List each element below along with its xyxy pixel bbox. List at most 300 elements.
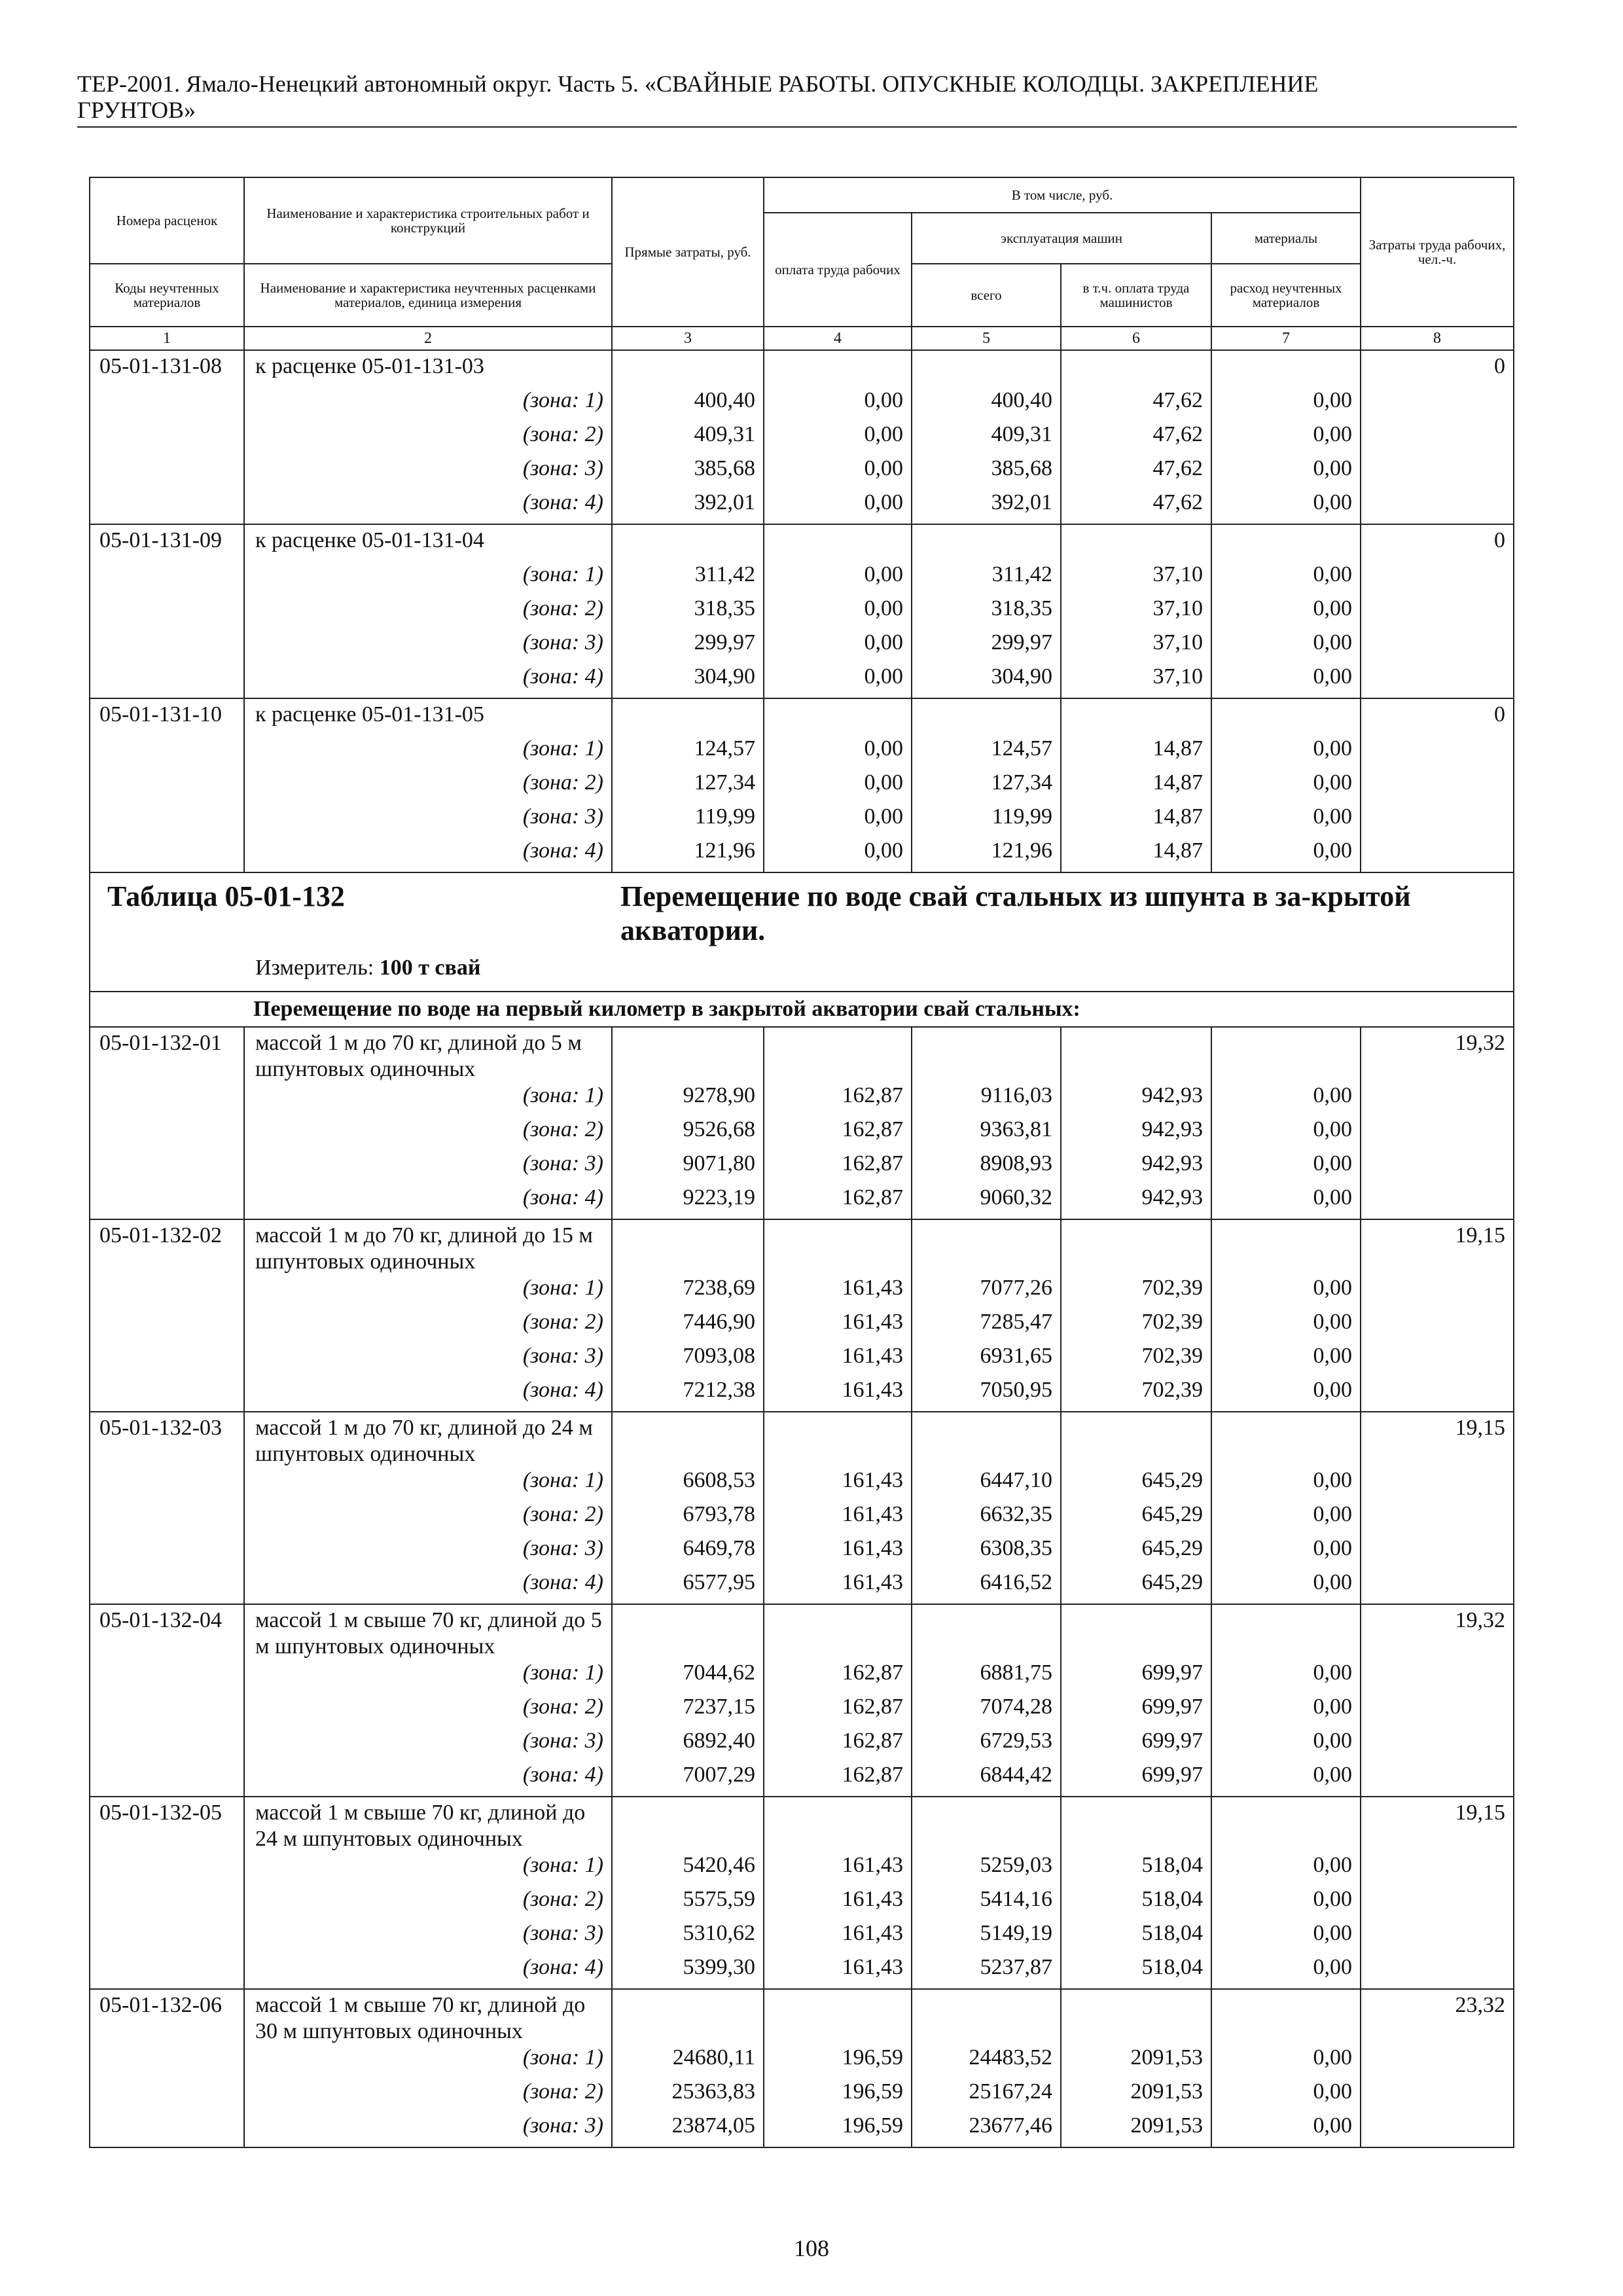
empty-cell (90, 838, 244, 872)
zone-row (90, 2045, 1514, 2079)
empty-cell (912, 350, 1061, 387)
direct-cost-value: 409,31 (612, 422, 764, 456)
operator-pay-value: 47,62 (1061, 456, 1211, 490)
empty-cell (90, 596, 244, 630)
rate-code: 05-01-132-01 (90, 1027, 244, 1083)
zone-row (90, 1185, 1514, 1219)
rate-description: массой 1 м до 70 кг, длиной до 24 м шпунтовых одиночных (244, 1412, 612, 1467)
empty-cell (90, 1275, 244, 1309)
measurement-unit-value: 100 т свай (379, 956, 481, 980)
worker-pay-value: 161,43 (764, 1467, 912, 1501)
operator-pay-value: 518,04 (1061, 1886, 1211, 1920)
col-header-labor-costs: Затраты труда рабочих, чел.-ч. (1361, 177, 1514, 327)
empty-cell (90, 387, 244, 422)
empty-cell (912, 1604, 1061, 1660)
empty-cell (90, 630, 244, 664)
empty-cell (1361, 1694, 1514, 1728)
operator-pay-value: 645,29 (1061, 1467, 1211, 1501)
materials-value: 0,00 (1211, 770, 1361, 804)
direct-cost-value: 5310,62 (612, 1920, 764, 1954)
empty-cell (1361, 1275, 1514, 1309)
zone-label: (зона: 2) (244, 422, 612, 456)
col-header-machine-operation: эксплуатация машин (912, 213, 1211, 264)
header-line-1: ТЕР-2001. Ямало-Ненецкий автономный округ. Часть 5. «СВАЙНЫЕ РАБОТЫ. ОПУСКНЫЕ КОЛОДЦЫ. ЗАКРЕПЛЕНИЕ (77, 71, 1319, 97)
empty-cell (1211, 1797, 1361, 1852)
empty-cell (90, 1535, 244, 1570)
col-number: 6 (1061, 327, 1211, 350)
zone-row (90, 490, 1514, 524)
col-header-materials: материалы (1211, 213, 1361, 264)
empty-cell (764, 1797, 912, 1852)
materials-value: 0,00 (1211, 2079, 1361, 2113)
zone-label: (зона: 3) (244, 2113, 612, 2147)
empty-cell (1361, 770, 1514, 804)
materials-value: 0,00 (1211, 456, 1361, 490)
materials-value: 0,00 (1211, 664, 1361, 698)
zone-label: (зона: 4) (244, 1570, 612, 1604)
worker-pay-value: 161,43 (764, 1275, 912, 1309)
empty-cell (612, 1412, 764, 1467)
empty-cell (90, 1660, 244, 1694)
machine-total-value: 385,68 (912, 456, 1061, 490)
worker-pay-value: 0,00 (764, 387, 912, 422)
direct-cost-value: 392,01 (612, 490, 764, 524)
worker-pay-value: 161,43 (764, 1309, 912, 1343)
col-header-rate-numbers: Номера расценок (90, 177, 244, 264)
zone-row (90, 838, 1514, 872)
machine-total-value: 5414,16 (912, 1886, 1061, 1920)
zone-row (90, 1762, 1514, 1797)
zone-row (90, 1377, 1514, 1412)
zone-label: (зона: 1) (244, 1083, 612, 1117)
zone-label: (зона: 3) (244, 1535, 612, 1570)
worker-pay-value: 161,43 (764, 1343, 912, 1377)
worker-pay-value: 162,87 (764, 1694, 912, 1728)
empty-cell (1361, 1185, 1514, 1219)
direct-cost-value: 385,68 (612, 456, 764, 490)
operator-pay-value: 702,39 (1061, 1343, 1211, 1377)
rates-table (89, 177, 1514, 2148)
rate-group-header-row (90, 1797, 1514, 1852)
empty-cell (1061, 1989, 1211, 2045)
materials-value: 0,00 (1211, 1660, 1361, 1694)
labor-cost-value: 19,15 (1361, 1219, 1514, 1275)
worker-pay-value: 162,87 (764, 1728, 912, 1762)
materials-value: 0,00 (1211, 1343, 1361, 1377)
zone-row (90, 1694, 1514, 1728)
worker-pay-value: 161,43 (764, 1954, 912, 1989)
materials-value: 0,00 (1211, 1728, 1361, 1762)
worker-pay-value: 0,00 (764, 770, 912, 804)
empty-cell (912, 1219, 1061, 1275)
operator-pay-value: 37,10 (1061, 664, 1211, 698)
zone-label: (зона: 2) (244, 770, 612, 804)
direct-cost-value: 7212,38 (612, 1377, 764, 1412)
labor-cost-value: 23,32 (1361, 1989, 1514, 2045)
operator-pay-value: 2091,53 (1061, 2079, 1211, 2113)
empty-cell (1361, 1117, 1514, 1151)
empty-cell (90, 1083, 244, 1117)
zone-row (90, 2113, 1514, 2147)
empty-cell (612, 1604, 764, 1660)
zone-row (90, 1920, 1514, 1954)
empty-cell (1361, 596, 1514, 630)
direct-cost-value: 121,96 (612, 838, 764, 872)
rate-description: к расценке 05-01-131-03 (244, 350, 612, 387)
direct-cost-value: 311,42 (612, 562, 764, 596)
operator-pay-value: 699,97 (1061, 1660, 1211, 1694)
empty-cell (1361, 1151, 1514, 1185)
worker-pay-value: 162,87 (764, 1185, 912, 1219)
table-number: Таблица 05-01-132 (107, 880, 345, 912)
empty-cell (1361, 1728, 1514, 1762)
operator-pay-value: 699,97 (1061, 1762, 1211, 1797)
empty-cell (1061, 1604, 1211, 1660)
zone-label: (зона: 4) (244, 1954, 612, 1989)
empty-cell (1361, 1954, 1514, 1989)
direct-cost-value: 7044,62 (612, 1660, 764, 1694)
empty-cell (1361, 456, 1514, 490)
empty-cell (90, 770, 244, 804)
worker-pay-value: 0,00 (764, 456, 912, 490)
empty-cell (90, 422, 244, 456)
zone-row (90, 1309, 1514, 1343)
zone-row (90, 664, 1514, 698)
empty-cell (1061, 1219, 1211, 1275)
rate-code: 05-01-132-06 (90, 1989, 244, 2045)
empty-cell (1211, 1412, 1361, 1467)
zone-label: (зона: 2) (244, 1694, 612, 1728)
rate-code: 05-01-131-10 (90, 698, 244, 736)
machine-total-value: 127,34 (912, 770, 1061, 804)
materials-value: 0,00 (1211, 1852, 1361, 1886)
empty-cell (1061, 1027, 1211, 1083)
direct-cost-value: 7093,08 (612, 1343, 764, 1377)
operator-pay-value: 942,93 (1061, 1151, 1211, 1185)
zone-row (90, 1728, 1514, 1762)
materials-value: 0,00 (1211, 630, 1361, 664)
rate-description: массой 1 м свыше 70 кг, длиной до 24 м шпунтовых одиночных (244, 1797, 612, 1852)
operator-pay-value: 645,29 (1061, 1501, 1211, 1535)
machine-total-value: 409,31 (912, 422, 1061, 456)
empty-cell (912, 698, 1061, 736)
materials-value: 0,00 (1211, 838, 1361, 872)
labor-cost-value: 19,15 (1361, 1412, 1514, 1467)
worker-pay-value: 161,43 (764, 1535, 912, 1570)
zone-row (90, 2079, 1514, 2113)
rate-description: массой 1 м до 70 кг, длиной до 5 м шпунтовых одиночных (244, 1027, 612, 1083)
machine-total-value: 7050,95 (912, 1377, 1061, 1412)
empty-cell (90, 1570, 244, 1604)
materials-value: 0,00 (1211, 1309, 1361, 1343)
empty-cell (1061, 524, 1211, 562)
zone-label: (зона: 4) (244, 838, 612, 872)
rate-group-header-row (90, 350, 1514, 387)
zone-label: (зона: 1) (244, 736, 612, 770)
col-number: 4 (764, 327, 912, 350)
empty-cell (1361, 1660, 1514, 1694)
empty-cell (912, 1989, 1061, 2045)
empty-cell (90, 2113, 244, 2147)
direct-cost-value: 24680,11 (612, 2045, 764, 2079)
empty-cell (90, 1377, 244, 1412)
empty-cell (1361, 1501, 1514, 1535)
rate-code: 05-01-132-05 (90, 1797, 244, 1852)
empty-cell (90, 456, 244, 490)
machine-total-value: 119,99 (912, 804, 1061, 838)
direct-cost-value: 5399,30 (612, 1954, 764, 1989)
direct-cost-value: 9223,19 (612, 1185, 764, 1219)
labor-cost-value: 0 (1361, 350, 1514, 387)
zone-row (90, 1343, 1514, 1377)
col-header-unaccounted-materials: расход неучтенных материалов (1211, 264, 1361, 327)
worker-pay-value: 162,87 (764, 1083, 912, 1117)
operator-pay-value: 14,87 (1061, 736, 1211, 770)
empty-cell (912, 1412, 1061, 1467)
empty-cell (90, 1852, 244, 1886)
empty-cell (1361, 1083, 1514, 1117)
rate-code: 05-01-131-09 (90, 524, 244, 562)
operator-pay-value: 942,93 (1061, 1117, 1211, 1151)
rate-description: массой 1 м до 70 кг, длиной до 15 м шпунтовых одиночных (244, 1219, 612, 1275)
empty-cell (1061, 350, 1211, 387)
machine-total-value: 6931,65 (912, 1343, 1061, 1377)
table-title-block (90, 872, 1514, 992)
materials-value: 0,00 (1211, 490, 1361, 524)
empty-cell (764, 1989, 912, 2045)
rate-group-header-row (90, 698, 1514, 736)
materials-value: 0,00 (1211, 1920, 1361, 1954)
materials-value: 0,00 (1211, 1886, 1361, 1920)
operator-pay-value: 2091,53 (1061, 2113, 1211, 2147)
zone-label: (зона: 2) (244, 1886, 612, 1920)
zone-label: (зона: 3) (244, 1728, 612, 1762)
direct-cost-value: 7446,90 (612, 1309, 764, 1343)
materials-value: 0,00 (1211, 1185, 1361, 1219)
empty-cell (612, 698, 764, 736)
empty-cell (764, 1604, 912, 1660)
rate-group-header-row (90, 1989, 1514, 2045)
zone-label: (зона: 1) (244, 562, 612, 596)
direct-cost-value: 318,35 (612, 596, 764, 630)
empty-cell (1361, 1852, 1514, 1886)
rate-description: к расценке 05-01-131-04 (244, 524, 612, 562)
page-header (77, 71, 1517, 123)
operator-pay-value: 518,04 (1061, 1920, 1211, 1954)
zone-row (90, 596, 1514, 630)
empty-cell (1361, 562, 1514, 596)
header-divider (77, 126, 1517, 128)
zone-row (90, 562, 1514, 596)
empty-cell (1361, 838, 1514, 872)
machine-total-value: 311,42 (912, 562, 1061, 596)
direct-cost-value: 119,99 (612, 804, 764, 838)
empty-cell (1361, 1535, 1514, 1570)
direct-cost-value: 9278,90 (612, 1083, 764, 1117)
zone-label: (зона: 2) (244, 1501, 612, 1535)
worker-pay-value: 0,00 (764, 422, 912, 456)
operator-pay-value: 37,10 (1061, 630, 1211, 664)
empty-cell (612, 1797, 764, 1852)
machine-total-value: 5259,03 (912, 1852, 1061, 1886)
zone-label: (зона: 3) (244, 1343, 612, 1377)
zone-row (90, 770, 1514, 804)
direct-cost-value: 127,34 (612, 770, 764, 804)
zone-row (90, 1117, 1514, 1151)
worker-pay-value: 162,87 (764, 1117, 912, 1151)
operator-pay-value: 47,62 (1061, 490, 1211, 524)
empty-cell (1361, 1920, 1514, 1954)
empty-cell (1361, 387, 1514, 422)
empty-cell (1361, 630, 1514, 664)
empty-cell (90, 1117, 244, 1151)
empty-cell (612, 350, 764, 387)
empty-cell (764, 350, 912, 387)
empty-cell (1361, 1377, 1514, 1412)
operator-pay-value: 47,62 (1061, 422, 1211, 456)
direct-cost-value: 25363,83 (612, 2079, 764, 2113)
empty-cell (912, 1027, 1061, 1083)
empty-cell (90, 1728, 244, 1762)
empty-cell (1211, 1604, 1361, 1660)
empty-cell (90, 562, 244, 596)
zone-row (90, 456, 1514, 490)
machine-total-value: 6447,10 (912, 1467, 1061, 1501)
empty-cell (90, 664, 244, 698)
rate-description: массой 1 м свыше 70 кг, длиной до 5 м шпунтовых одиночных (244, 1604, 612, 1660)
col-number: 5 (912, 327, 1061, 350)
operator-pay-value: 518,04 (1061, 1954, 1211, 1989)
machine-total-value: 23677,46 (912, 2113, 1061, 2147)
machine-total-value: 5149,19 (912, 1920, 1061, 1954)
col-header-work-name: Наименование и характеристика строительных работ и конструкций (244, 177, 612, 264)
empty-cell (90, 1467, 244, 1501)
zone-row (90, 804, 1514, 838)
zone-row (90, 1083, 1514, 1117)
zone-label: (зона: 2) (244, 1309, 612, 1343)
zone-row (90, 1151, 1514, 1185)
empty-cell (90, 1694, 244, 1728)
empty-cell (764, 1027, 912, 1083)
empty-cell (764, 524, 912, 562)
rates-group-list-upper (90, 350, 1514, 872)
machine-total-value: 9363,81 (912, 1117, 1061, 1151)
rate-code: 05-01-132-03 (90, 1412, 244, 1467)
materials-value: 0,00 (1211, 422, 1361, 456)
machine-total-value: 7077,26 (912, 1275, 1061, 1309)
rate-description: к расценке 05-01-131-05 (244, 698, 612, 736)
zone-row (90, 1570, 1514, 1604)
empty-cell (764, 1412, 912, 1467)
direct-cost-value: 7007,29 (612, 1762, 764, 1797)
labor-cost-value: 19,15 (1361, 1797, 1514, 1852)
zone-label: (зона: 2) (244, 2079, 612, 2113)
operator-pay-value: 645,29 (1061, 1535, 1211, 1570)
materials-value: 0,00 (1211, 1377, 1361, 1412)
materials-value: 0,00 (1211, 2113, 1361, 2147)
zone-label: (зона: 1) (244, 1467, 612, 1501)
empty-cell (1361, 2079, 1514, 2113)
zone-label: (зона: 1) (244, 1660, 612, 1694)
worker-pay-value: 196,59 (764, 2079, 912, 2113)
empty-cell (1361, 1467, 1514, 1501)
zone-label: (зона: 4) (244, 1762, 612, 1797)
empty-cell (90, 1501, 244, 1535)
empty-cell (1361, 664, 1514, 698)
col-header-worker-pay: оплата труда рабочих (764, 213, 912, 327)
empty-cell (90, 1762, 244, 1797)
table-description: Перемещение по воде свай стальных из шпунта в за-крытой акватории. (620, 880, 1411, 946)
rate-group-header-row (90, 1219, 1514, 1275)
zone-row (90, 1660, 1514, 1694)
worker-pay-value: 196,59 (764, 2045, 912, 2079)
measurement-unit (255, 956, 480, 980)
empty-cell (90, 1185, 244, 1219)
operator-pay-value: 47,62 (1061, 387, 1211, 422)
col-number: 1 (90, 327, 244, 350)
empty-cell (1361, 804, 1514, 838)
direct-cost-value: 5575,59 (612, 1886, 764, 1920)
zone-label: (зона: 3) (244, 804, 612, 838)
materials-value: 0,00 (1211, 1570, 1361, 1604)
worker-pay-value: 0,00 (764, 490, 912, 524)
rate-code: 05-01-131-08 (90, 350, 244, 387)
worker-pay-value: 161,43 (764, 1852, 912, 1886)
empty-cell (1361, 736, 1514, 770)
col-number: 3 (612, 327, 764, 350)
empty-cell (1061, 698, 1211, 736)
zone-label: (зона: 1) (244, 1275, 612, 1309)
operator-pay-value: 702,39 (1061, 1309, 1211, 1343)
empty-cell (90, 490, 244, 524)
machine-total-value: 24483,52 (912, 2045, 1061, 2079)
machine-total-value: 6844,42 (912, 1762, 1061, 1797)
zone-row (90, 1467, 1514, 1501)
empty-cell (1061, 1797, 1211, 1852)
measurement-unit-label: Измеритель: (255, 956, 374, 980)
rate-code: 05-01-132-04 (90, 1604, 244, 1660)
labor-cost-value: 0 (1361, 524, 1514, 562)
col-header-direct-costs: Прямые затраты, руб. (612, 177, 764, 327)
worker-pay-value: 161,43 (764, 1570, 912, 1604)
direct-cost-value: 7237,15 (612, 1694, 764, 1728)
direct-cost-value: 6608,53 (612, 1467, 764, 1501)
worker-pay-value: 0,00 (764, 630, 912, 664)
empty-cell (90, 1920, 244, 1954)
machine-total-value: 6881,75 (912, 1660, 1061, 1694)
materials-value: 0,00 (1211, 804, 1361, 838)
rate-group-header-row (90, 1412, 1514, 1467)
direct-cost-value: 9526,68 (612, 1117, 764, 1151)
empty-cell (1211, 698, 1361, 736)
direct-cost-value: 6577,95 (612, 1570, 764, 1604)
zone-label: (зона: 1) (244, 387, 612, 422)
empty-cell (1211, 1219, 1361, 1275)
materials-value: 0,00 (1211, 1151, 1361, 1185)
machine-total-value: 7285,47 (912, 1309, 1061, 1343)
worker-pay-value: 162,87 (764, 1660, 912, 1694)
labor-cost-value: 19,32 (1361, 1027, 1514, 1083)
rate-group-header-row (90, 1604, 1514, 1660)
materials-value: 0,00 (1211, 2045, 1361, 2079)
direct-cost-value: 5420,46 (612, 1852, 764, 1886)
machine-total-value: 304,90 (912, 664, 1061, 698)
worker-pay-value: 161,43 (764, 1377, 912, 1412)
zone-row (90, 1275, 1514, 1309)
operator-pay-value: 699,97 (1061, 1694, 1211, 1728)
empty-cell (1211, 1027, 1361, 1083)
empty-cell (912, 524, 1061, 562)
